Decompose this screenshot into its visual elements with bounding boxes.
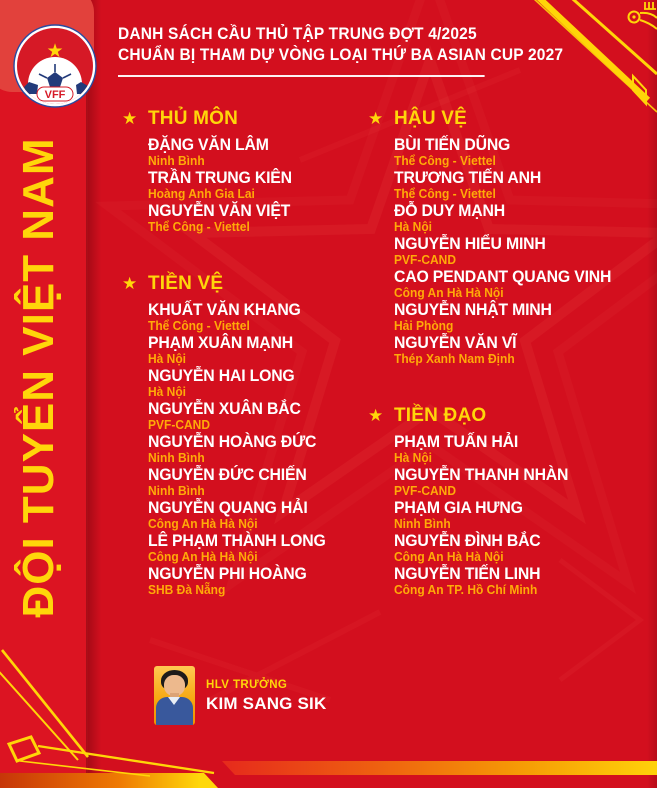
player-row <box>148 433 368 464</box>
player-name: NGUYỄN THANH NHÀN <box>394 465 569 484</box>
header-underline <box>118 75 485 77</box>
coach-name: KIM SANG SIK <box>206 694 327 713</box>
player-club: Thép Xanh Nam Định <box>394 352 515 366</box>
player-row <box>394 565 657 596</box>
section-title: THỦ MÔN <box>148 108 239 129</box>
player-row <box>394 499 657 530</box>
star-icon: ★ <box>368 406 384 425</box>
player-row <box>148 400 368 431</box>
player-club: Thể Công - Viettel <box>394 187 496 201</box>
player-name: TRƯƠNG TIẾN ANH <box>394 168 542 187</box>
player-list <box>148 136 368 233</box>
player-name: ĐỖ DUY MẠNH <box>394 201 505 220</box>
player-name: NGUYỄN VĂN VĨ <box>394 333 517 352</box>
player-club: Thể Công - Viettel <box>148 319 250 333</box>
player-row <box>394 532 657 563</box>
player-club: Công An Hà Hà Nội <box>148 550 258 564</box>
player-row <box>148 202 368 233</box>
player-club: Thể Công - Viettel <box>394 154 496 168</box>
player-club: PVF-CAND <box>148 418 211 432</box>
player-name: NGUYỄN ĐÌNH BẮC <box>394 531 541 550</box>
player-list <box>394 433 657 596</box>
player-name: NGUYỄN ĐỨC CHIẾN <box>148 465 307 484</box>
player-name: TRẦN TRUNG KIÊN <box>148 168 292 187</box>
player-club: Công An Hà Hà Nội <box>148 517 258 531</box>
player-name: NGUYỄN QUANG HẢI <box>148 498 308 517</box>
player-name: NGUYỄN VĂN VIỆT <box>148 201 291 220</box>
logo-star-icon: ★ <box>46 41 64 62</box>
player-club: Công An Hà Hà Nội <box>394 286 504 300</box>
player-row <box>148 565 368 596</box>
player-club: Công An Hà Hà Nội <box>394 550 504 564</box>
header <box>118 24 563 77</box>
player-list <box>148 301 368 596</box>
position-section <box>368 108 657 365</box>
player-row <box>148 334 368 365</box>
player-row <box>148 367 368 398</box>
section-title: HẬU VỆ <box>394 108 467 129</box>
section-title: TIỀN ĐẠO <box>394 405 487 426</box>
bottom-bar-left <box>0 773 218 788</box>
player-club: PVF-CAND <box>394 253 457 267</box>
coach-role: HLV TRƯỞNG <box>206 679 288 691</box>
header-title-line2: CHUẨN BỊ THAM DỰ VÒNG LOẠI THỨ BA ASIAN CUP 2027 <box>118 46 564 64</box>
player-name: NGUYỄN TIẾN LINH <box>394 564 541 583</box>
player-row <box>148 466 368 497</box>
player-club: Hoàng Anh Gia Lai <box>148 187 255 201</box>
player-name: ĐẶNG VĂN LÂM <box>148 135 269 154</box>
player-name: KHUẤT VĂN KHANG <box>148 300 301 319</box>
player-club: Hải Phòng <box>394 319 454 333</box>
section-header <box>368 108 657 130</box>
player-row <box>394 235 657 266</box>
player-name: LÊ PHẠM THÀNH LONG <box>148 531 326 550</box>
position-section <box>122 108 368 233</box>
player-club: Hà Nội <box>148 352 187 366</box>
player-row <box>148 532 368 563</box>
section-header <box>122 273 368 295</box>
bottom-bar-right <box>222 761 657 775</box>
star-icon: ★ <box>368 109 384 128</box>
player-club: Thể Công - Viettel <box>148 220 250 234</box>
section-header <box>368 405 657 427</box>
player-row <box>394 268 657 299</box>
player-name: NGUYỄN NHẬT MINH <box>394 300 552 319</box>
player-row <box>394 169 657 200</box>
player-club: Công An TP. Hồ Chí Minh <box>394 583 538 597</box>
section-title: TIỀN VỆ <box>148 273 224 294</box>
player-club: Ninh Bình <box>394 517 451 531</box>
player-club: Ninh Bình <box>148 451 205 465</box>
player-name: NGUYỄN HOÀNG ĐỨC <box>148 432 317 451</box>
player-name: CAO PENDANT QUANG VINH <box>394 267 612 286</box>
player-name: PHẠM XUÂN MẠNH <box>148 333 293 352</box>
player-name: NGUYỄN XUÂN BẮC <box>148 399 301 418</box>
player-club: PVF-CAND <box>394 484 457 498</box>
header-title-line1: DANH SÁCH CẦU THỦ TẬP TRUNG ĐỢT 4/2025 <box>118 25 477 43</box>
player-club: Hà Nội <box>394 220 433 234</box>
player-name: NGUYỄN PHI HOÀNG <box>148 564 307 583</box>
player-row <box>394 202 657 233</box>
player-name: PHẠM TUẤN HẢI <box>394 432 519 451</box>
player-row <box>394 334 657 365</box>
vff-logo <box>13 24 97 108</box>
column-left <box>122 108 368 598</box>
coach-collar <box>168 697 180 705</box>
player-name: NGUYỄN HAI LONG <box>148 366 295 385</box>
player-row <box>148 169 368 200</box>
player-row <box>148 499 368 530</box>
logo-vff-text: VFF <box>44 89 66 101</box>
player-row <box>394 136 657 167</box>
player-club: Hà Nội <box>394 451 433 465</box>
coach-photo <box>154 666 195 725</box>
position-section <box>368 405 657 596</box>
position-section <box>122 273 368 596</box>
player-row <box>148 301 368 332</box>
player-club: Ninh Bình <box>148 484 205 498</box>
star-icon: ★ <box>122 274 138 293</box>
player-row <box>394 433 657 464</box>
player-row <box>394 466 657 497</box>
star-icon: ★ <box>122 109 138 128</box>
section-header <box>122 108 368 130</box>
player-name: PHẠM GIA HƯNG <box>394 498 523 517</box>
player-row <box>394 301 657 332</box>
player-club: Hà Nội <box>148 385 187 399</box>
player-club: SHB Đà Nẵng <box>148 583 226 597</box>
player-row <box>148 136 368 167</box>
player-club: Ninh Bình <box>148 154 205 168</box>
player-name: BÙI TIẾN DŨNG <box>394 135 511 154</box>
side-title: ĐỘI TUYỂN VIỆT NAM <box>14 137 63 618</box>
player-name: NGUYỄN HIỂU MINH <box>394 234 546 253</box>
player-list <box>394 136 657 365</box>
column-right <box>368 108 657 598</box>
left-band-shadow <box>86 0 104 788</box>
